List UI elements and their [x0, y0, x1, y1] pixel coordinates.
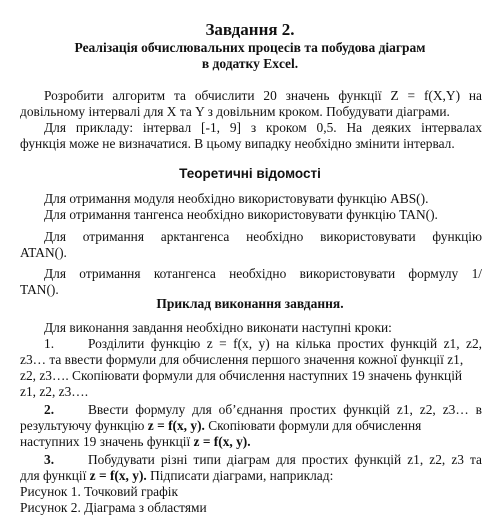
step-line [20, 418, 421, 434]
step-line [20, 468, 333, 484]
example-intro: Для виконання завдання необхідно виконати наступні кроки: [44, 320, 392, 335]
step-text: Підписати діаграми, наприклад: [146, 468, 334, 483]
step-number: 2. [44, 402, 55, 417]
step-line: z2, z3…. Скопіювати формули для обчислення наступних 19 значень функцій [20, 368, 463, 383]
step-line: Побудувати різні типи діаграм для простих функцій z1, z2, z3 та [88, 452, 482, 467]
figure-caption: Рисунок 1. Точковий графік [20, 484, 178, 499]
formula-bold: z = f(x, y). [147, 418, 205, 433]
step-text: результуючу функцію [20, 418, 148, 433]
theory-line: Для отримання арктангенса необхідно використовувати функцію [44, 229, 482, 244]
step-text: наступних 19 значень функції [20, 434, 194, 449]
step-line: z1, z2, z3…. [20, 384, 89, 399]
step-text: для функції [20, 468, 90, 483]
step-line [20, 434, 251, 450]
theory-line: ATAN(). [20, 245, 67, 260]
task-paragraph-line: Розробити алгоритм та обчислити 20 значень функції Z = f(X,Y) на [44, 88, 482, 103]
theory-line: Для отримання котангенса необхідно використовувати формулу 1/ [44, 266, 482, 281]
step-line: z3… та ввести формули для обчислення першого значення кожної функції z1, [20, 352, 464, 367]
task-paragraph-line: Для прикладу: інтервал [-1, 9] з кроком 0,5. На деяких інтервалах [44, 120, 482, 135]
theory-line: Для отримання тангенса необхідно використовувати функцію TAN(). [44, 207, 438, 222]
task-paragraph-line: довільному інтервалі для X та Y з довільним кроком. Побудувати діаграми. [20, 104, 450, 119]
step-number: 1. [44, 336, 55, 351]
example-heading: Приклад виконання завдання. [156, 296, 344, 311]
step-line: Розділити функцію z = f(x, y) на кілька простих функцій z1, z2, [88, 336, 482, 351]
task-paragraph-line: функція може не визначатися. В цьому випадку необхідно змінити інтервал. [20, 136, 455, 151]
step-text: Скопіювати формули для обчислення [204, 418, 422, 433]
task-subtitle-line1: Реалізація обчислювальних процесів та побудова діаграм [74, 40, 426, 55]
task-subtitle-line2: в додатку Excel. [201, 56, 299, 71]
step-line: Ввести формулу для об’єднання простих функцій z1, z2, z3… в [88, 402, 482, 417]
formula-bold: z = f(x, y). [89, 468, 147, 483]
formula-bold: z = f(x, y). [193, 434, 251, 449]
theory-heading: Теоретичні відомості [179, 166, 321, 181]
figure-caption: Рисунок 2. Діаграма з областями [20, 500, 207, 515]
task-title: Завдання 2. [205, 20, 295, 39]
step-number: 3. [44, 452, 55, 467]
theory-line: Для отримання модуля необхідно використовувати функцію ABS(). [44, 191, 429, 206]
theory-line: TAN(). [20, 282, 59, 297]
